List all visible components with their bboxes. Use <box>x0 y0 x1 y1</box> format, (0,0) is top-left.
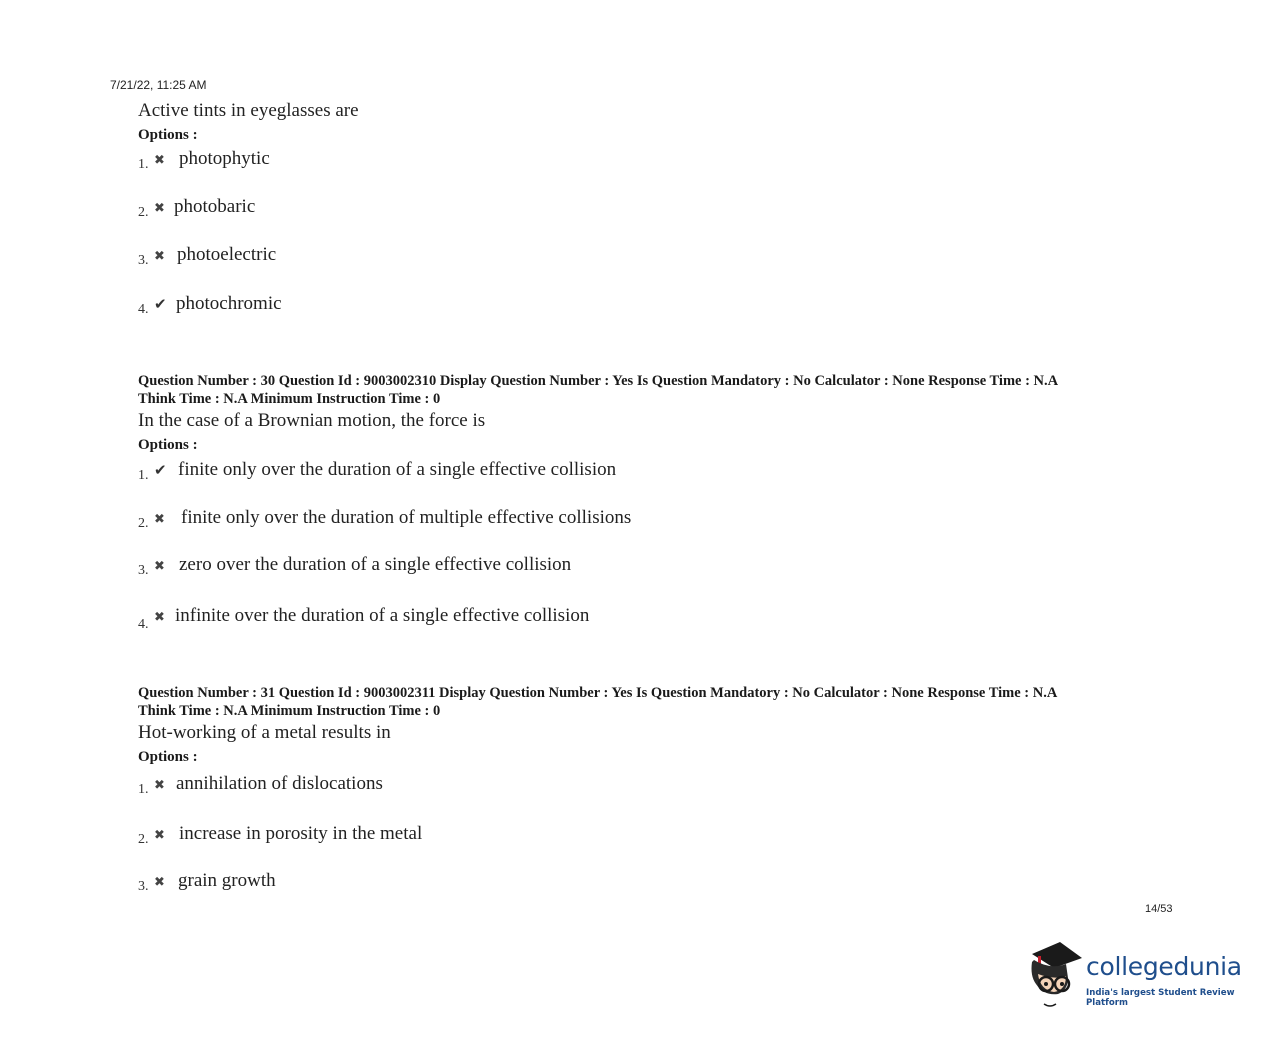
option-number: 1. <box>138 468 149 483</box>
cross-mark-icon: ✖ <box>154 610 165 625</box>
option-text: zero over the duration of a single effective collision <box>179 554 572 575</box>
option-text: finite only over the duration of a single effective collision <box>178 459 617 480</box>
check-mark-icon: ✔ <box>154 461 167 479</box>
option-text: photobaric <box>174 196 256 217</box>
option-number: 3. <box>138 253 149 268</box>
option-text: finite only over the duration of multiple effective collisions <box>181 507 632 528</box>
question-text: Active tints in eyeglasses are <box>138 100 359 121</box>
cross-mark-icon: ✖ <box>154 778 165 793</box>
question-29-block <box>138 98 1168 145</box>
print-timestamp: 7/21/22, 11:25 AM <box>110 78 207 92</box>
option-text: photochromic <box>176 293 282 314</box>
page-number: 14/53 <box>1145 903 1173 915</box>
question-meta-line: Think Time : N.A Minimum Instruction Time : 0 <box>138 703 441 719</box>
question-31-block <box>138 684 1168 767</box>
option-text: photoelectric <box>177 244 277 265</box>
option-number: 2. <box>138 516 149 531</box>
brand-name: collegedunia <box>1086 952 1242 981</box>
cross-mark-icon: ✖ <box>154 828 165 843</box>
mascot-icon <box>1024 940 1086 1010</box>
question-text: In the case of a Brownian motion, the force is <box>138 410 486 431</box>
cross-mark-icon: ✖ <box>154 201 165 216</box>
cross-mark-icon: ✖ <box>154 875 165 890</box>
options-label: Options : <box>138 437 198 453</box>
question-meta-line: Question Number : 31 Question Id : 9003002311 Display Question Number : Yes Is Question Mandatory : No Calculator : None Response Time : N.A <box>138 685 1058 701</box>
option-text: annihilation of dislocations <box>176 773 383 794</box>
option-text: photophytic <box>179 148 270 169</box>
option-number: 3. <box>138 879 149 894</box>
option-number: 4. <box>138 302 149 317</box>
question-30-block <box>138 372 1168 455</box>
option-text: grain growth <box>178 870 276 891</box>
question-meta-line: Question Number : 30 Question Id : 9003002310 Display Question Number : Yes Is Question Mandatory : No Calculator : None Response Time : N.A <box>138 373 1059 389</box>
options-label: Options : <box>138 127 198 143</box>
collegedunia-logo <box>1024 940 1254 1010</box>
option-text: increase in porosity in the metal <box>179 823 423 844</box>
check-mark-icon: ✔ <box>154 295 167 313</box>
cross-mark-icon: ✖ <box>154 153 165 168</box>
cross-mark-icon: ✖ <box>154 559 165 574</box>
cross-mark-icon: ✖ <box>154 249 165 264</box>
brand-tagline: India's largest Student Review Platform <box>1086 988 1235 1008</box>
question-text: Hot-working of a metal results in <box>138 722 391 743</box>
options-label: Options : <box>138 749 198 765</box>
option-number: 1. <box>138 157 149 172</box>
option-number: 4. <box>138 617 149 632</box>
option-text: infinite over the duration of a single effective collision <box>175 605 590 626</box>
option-number: 1. <box>138 782 149 797</box>
option-number: 3. <box>138 563 149 578</box>
question-meta-line: Think Time : N.A Minimum Instruction Time : 0 <box>138 391 441 407</box>
option-number: 2. <box>138 832 149 847</box>
option-number: 2. <box>138 205 149 220</box>
cross-mark-icon: ✖ <box>154 512 165 527</box>
